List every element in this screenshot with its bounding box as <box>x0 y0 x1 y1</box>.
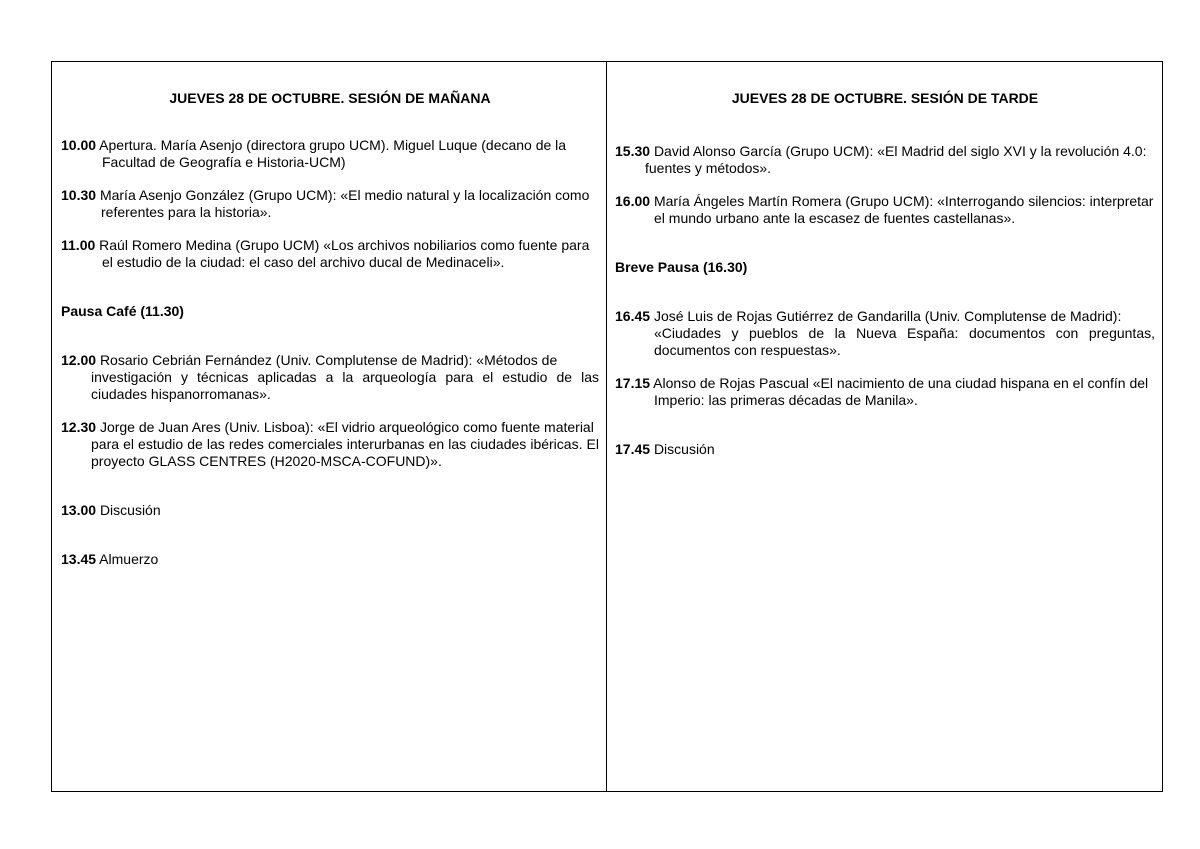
program-entry-1745 <box>615 441 1155 458</box>
program-entry-1230 <box>61 419 599 470</box>
entry-time: 10.30 <box>61 187 97 203</box>
entry-time: 12.00 <box>61 352 97 368</box>
morning-session-column <box>52 62 607 791</box>
entry-time: 15.30 <box>615 143 651 159</box>
entry-text: María Asenjo González (Grupo UCM): «El medio natural y la localización como <box>99 187 590 203</box>
entry-text: María Ángeles Martín Romera (Grupo UCM): «Interrogando silencios: interpretar <box>653 193 1154 209</box>
program-entry-1645 <box>615 308 1155 359</box>
program-table <box>51 61 1163 792</box>
entry-text: Alonso de Rojas Pascual «El nacimiento de una ciudad hispana en el confín del <box>653 375 1149 391</box>
entry-text-continued: referentes para la historia». <box>101 204 272 220</box>
entry-time: 16.45 <box>615 308 651 324</box>
program-entry-1300 <box>61 502 599 519</box>
short-break: Breve Pausa (16.30) <box>615 259 748 275</box>
entry-text: Apertura. María Asenjo (directora grupo UCM). Miguel Luque (decano de la <box>99 137 567 153</box>
afternoon-session-column <box>607 62 1162 791</box>
entry-time: 16.00 <box>615 193 651 209</box>
entry-time: 17.15 <box>615 375 651 391</box>
entry-text: David Alonso García (Grupo UCM): «El Madrid del siglo XVI y la revolución 4.0: <box>653 143 1147 159</box>
entry-text-continued: «Ciudades y pueblos de la Nueva España: documentos con preguntas, documentos con respuestas». <box>654 325 1155 358</box>
entry-text-continued: el mundo urbano ante la escasez de fuentes castellanas». <box>654 210 1016 226</box>
program-entry-1100 <box>61 237 599 271</box>
entry-time: 10.00 <box>61 137 97 153</box>
entry-text-continued: Facultad de Geografía e Historia-UCM) <box>102 154 346 170</box>
program-entry-1200 <box>61 352 599 403</box>
coffee-break: Pausa Café (11.30) <box>61 303 184 319</box>
entry-time: 12.30 <box>61 419 97 435</box>
entry-time: 17.45 <box>615 441 651 457</box>
program-entry-1000 <box>61 137 599 171</box>
program-entry-1530 <box>615 143 1155 177</box>
entry-text: Discusión <box>653 441 715 457</box>
morning-session-heading: JUEVES 28 DE OCTUBRE. SESIÓN DE MAÑANA <box>169 90 491 106</box>
entry-time: 11.00 <box>61 237 96 253</box>
afternoon-session-heading: JUEVES 28 DE OCTUBRE. SESIÓN DE TARDE <box>731 90 1039 106</box>
program-entry-1600 <box>615 193 1155 227</box>
entry-text: Discusión <box>99 502 161 518</box>
entry-text-continued: Imperio: las primeras décadas de Manila». <box>654 392 918 408</box>
entry-text-continued: para el estudio de las redes comerciales interurbanas en las ciudades ibéricas. El proyecto GLASS CENTRES (H2020-MSCA-COFUND)». <box>91 436 599 469</box>
entry-text: Raúl Romero Medina (Grupo UCM) «Los archivos nobiliarios como fuente para <box>99 237 590 253</box>
entry-text: Almuerzo <box>99 551 159 567</box>
program-entry-1345 <box>61 551 599 568</box>
entry-text-continued: fuentes y métodos». <box>645 160 772 176</box>
entry-text-continued: el estudio de la ciudad: el caso del archivo ducal de Medinaceli». <box>102 254 505 270</box>
entry-time: 13.45 <box>61 551 97 567</box>
entry-time: 13.00 <box>61 502 97 518</box>
entry-text: José Luis de Rojas Gutiérrez de Gandarilla (Univ. Complutense de Madrid): <box>653 308 1122 324</box>
entry-text-continued: investigación y técnicas aplicadas a la arqueología para el estudio de las ciudades hispanorromanas». <box>91 369 599 402</box>
program-entry-1715 <box>615 375 1155 409</box>
program-entry-1030 <box>61 187 599 221</box>
entry-text: Rosario Cebrián Fernández (Univ. Complutense de Madrid): «Métodos de <box>99 352 558 368</box>
entry-text: Jorge de Juan Ares (Univ. Lisboa): «El vidrio arqueológico como fuente material <box>99 419 594 435</box>
